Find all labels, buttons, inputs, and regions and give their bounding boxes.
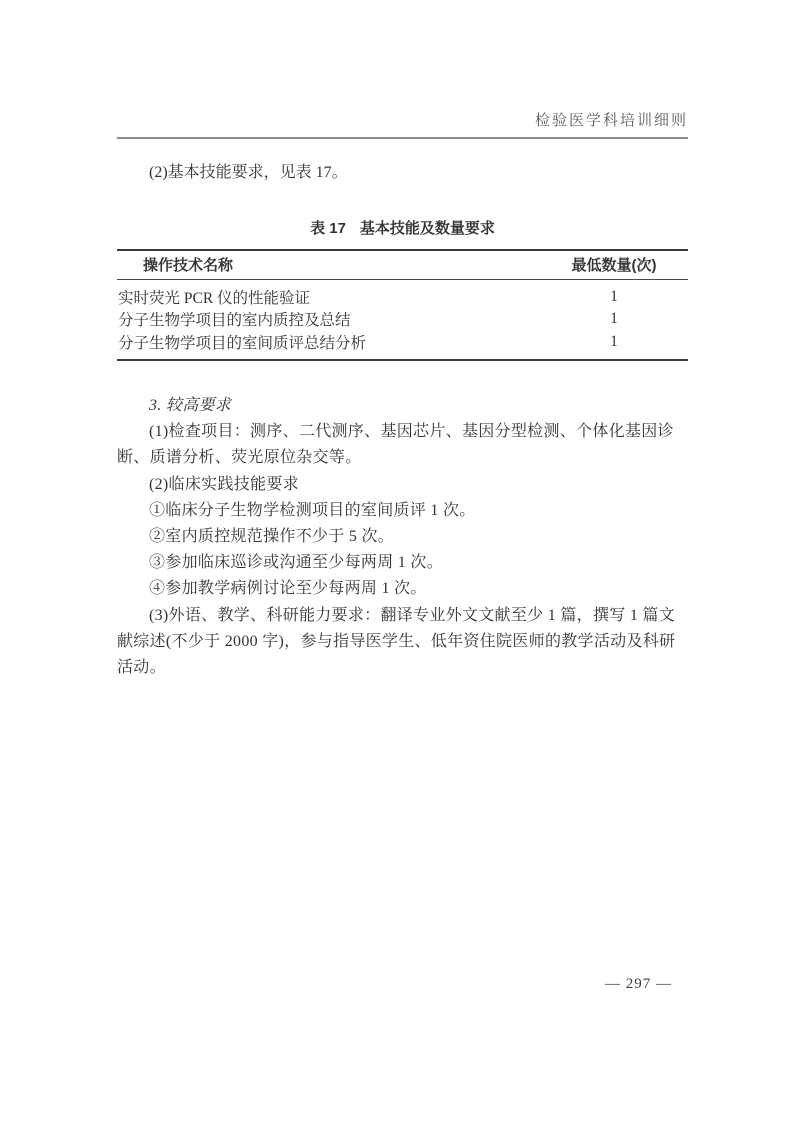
cell-minimum-count: 1 [610, 310, 618, 328]
cell-minimum-count: 1 [610, 287, 618, 305]
column-header-minimum-count: 最低数量(次) [540, 250, 688, 279]
table-row [117, 331, 688, 360]
table-caption [117, 217, 688, 238]
paragraph-item-4: ④参加教学病例讨论至少每两周 1 次。 [149, 580, 427, 598]
paragraph-exam-items: (1)检查项目：测序、二代测序、基因芯片、基因分型检测、个体化基因诊断、质谱分析、荧光原位杂交等。 [117, 423, 674, 467]
table-caption-title: 基本技能及数量要求 [359, 220, 495, 237]
header-rule [117, 137, 688, 139]
paragraph-item-3: ③参加临床巡诊或沟通至少每两周 1 次。 [149, 554, 444, 572]
cell-minimum-count: 1 [610, 333, 618, 350]
body-section [117, 393, 688, 681]
table-row [117, 279, 688, 308]
table-caption-label: 表 17 [310, 220, 346, 237]
table-row [117, 308, 688, 332]
paragraph-language-teaching-research: (3)外语、教学、科研能力要求：翻译专业外文文献至少 1 篇，撰写 1 篇文献综述(不少于 2000 字)，参与指导医学生、低年资住院医师的教学活动及科研活动。 [117, 606, 676, 677]
paragraph-clinical-skills-heading: (2)临床实践技能要求 [149, 475, 299, 493]
cell-operation-name: 实时荧光 PCR 仪的性能验证 [118, 289, 311, 307]
paragraph-item-1: ①临床分子生物学检测项目的室间质评 1 次。 [149, 501, 476, 519]
table-header [117, 250, 688, 279]
cell-operation-name: 分子生物学项目的室间质评总结分析 [118, 335, 367, 352]
running-head: 检验医学科培训细则 [534, 113, 688, 129]
table-header-row [117, 250, 688, 279]
cell-operation-name: 分子生物学项目的室内质控及总结 [118, 312, 351, 330]
paragraph-item-2: ②室内质控规范操作不少于 5 次。 [149, 528, 395, 546]
sub-heading-advanced-requirements: 3. 较高要求 [149, 397, 232, 414]
intro-paragraph: (2)基本技能要求，见表 17。 [149, 164, 348, 181]
requirements-table [117, 249, 688, 361]
page-number: — 297 — [605, 976, 672, 992]
table-body [117, 279, 688, 360]
column-header-operation-name: 操作技术名称 [117, 250, 540, 279]
